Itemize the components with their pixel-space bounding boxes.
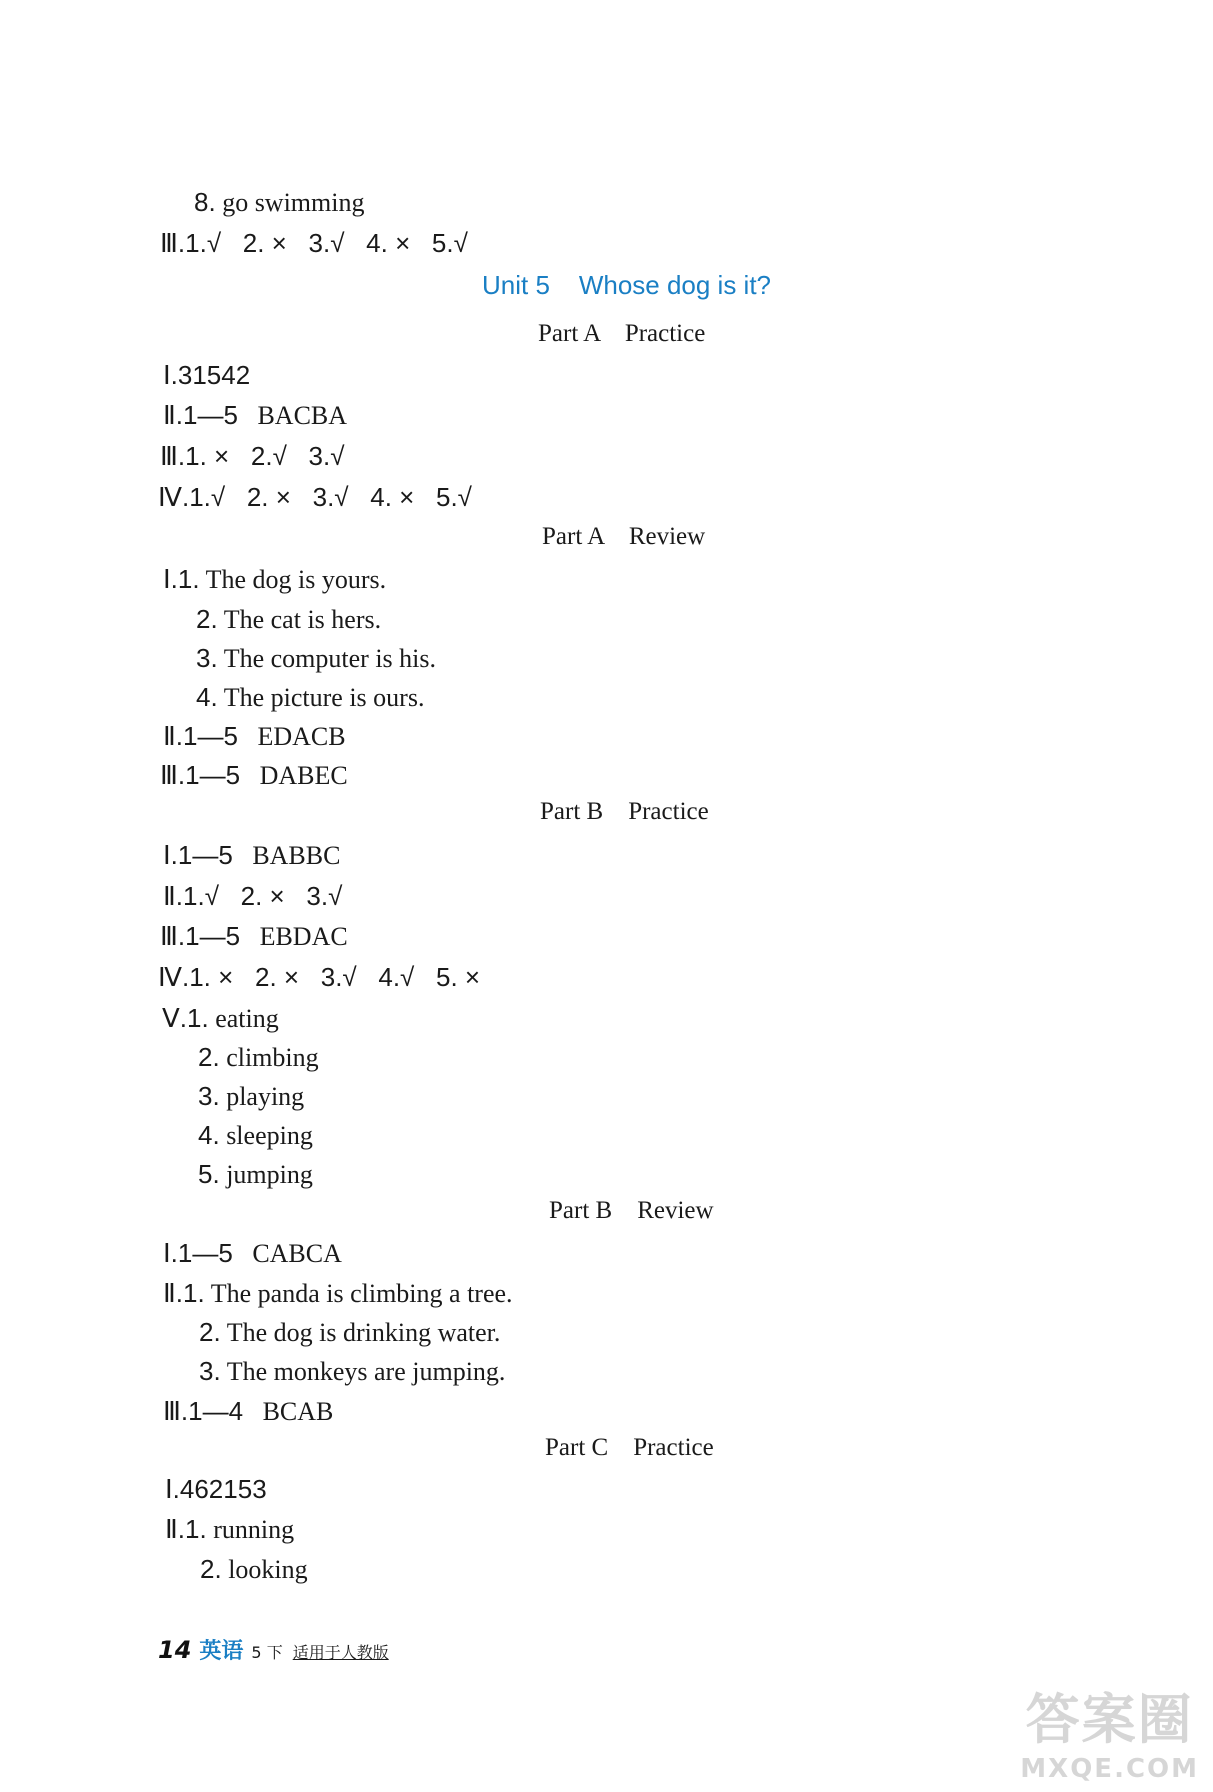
section-heading: Part A Practice	[538, 320, 706, 347]
answer-line: 4. sleeping	[198, 1120, 313, 1150]
answer-line: Ⅲ.1. × 2.√ 3.√	[160, 441, 345, 471]
grade-label: 5 下	[251, 1643, 283, 1662]
answer-line: 3. The computer is his.	[196, 643, 437, 673]
answer-line: 2. climbing	[198, 1042, 319, 1072]
answer-line: 8. go swimming	[194, 187, 365, 217]
subject-label: 英语	[199, 1639, 244, 1664]
unit-title: Unit 5 Whose dog is it?	[482, 270, 772, 300]
answer-line: Ⅲ.1—5 EBDAC	[160, 921, 348, 951]
answer-line: 3. The monkeys are jumping.	[199, 1356, 506, 1386]
page-footer	[158, 1634, 389, 1665]
answer-line: 2. The cat is hers.	[196, 604, 382, 634]
answer-line: Ⅱ.1. The panda is climbing a tree.	[163, 1278, 513, 1308]
answer-line: Ⅰ.1. The dog is yours.	[163, 564, 387, 594]
answer-line: Ⅲ.1—5 DABEC	[160, 760, 348, 790]
answer-line: 2. The dog is drinking water.	[199, 1317, 501, 1347]
answer-line: Ⅲ.1.√ 2. × 3.√ 4. × 5.√	[160, 228, 468, 258]
answer-line: 4. The picture is ours.	[196, 682, 425, 712]
answer-line: Ⅰ.1—5 BABBC	[163, 840, 341, 870]
site-watermark: 答案圈 MXQE.COM	[1020, 1688, 1199, 1784]
answer-line: Ⅰ.1—5 CABCA	[163, 1238, 342, 1268]
edition-label: 适用于人教版	[292, 1643, 389, 1662]
section-heading: Part B Practice	[540, 798, 709, 825]
answer-line: Ⅴ.1. eating	[162, 1003, 279, 1033]
answer-line: Ⅰ.31542	[163, 360, 251, 390]
answer-line: Ⅱ.1—5 BACBA	[163, 400, 348, 430]
answer-line: Ⅲ.1—4 BCAB	[163, 1396, 334, 1426]
answer-line: Ⅱ.1—5 EDACB	[163, 721, 346, 751]
answer-line: 2. looking	[200, 1554, 308, 1584]
section-heading: Part A Review	[542, 523, 706, 550]
answer-line: 3. playing	[198, 1081, 305, 1111]
answer-line: 5. jumping	[198, 1159, 313, 1189]
section-heading: Part B Review	[549, 1197, 714, 1224]
answer-line: Ⅱ.1. running	[165, 1514, 295, 1544]
section-heading: Part C Practice	[545, 1434, 714, 1461]
page-number: 14	[158, 1636, 192, 1664]
answer-line: Ⅰ.462153	[165, 1474, 267, 1504]
answer-line: Ⅱ.1.√ 2. × 3.√	[163, 881, 343, 911]
answer-line: Ⅳ.1. × 2. × 3.√ 4.√ 5. ×	[158, 962, 481, 992]
answer-line: Ⅳ.1.√ 2. × 3.√ 4. × 5.√	[158, 482, 472, 512]
